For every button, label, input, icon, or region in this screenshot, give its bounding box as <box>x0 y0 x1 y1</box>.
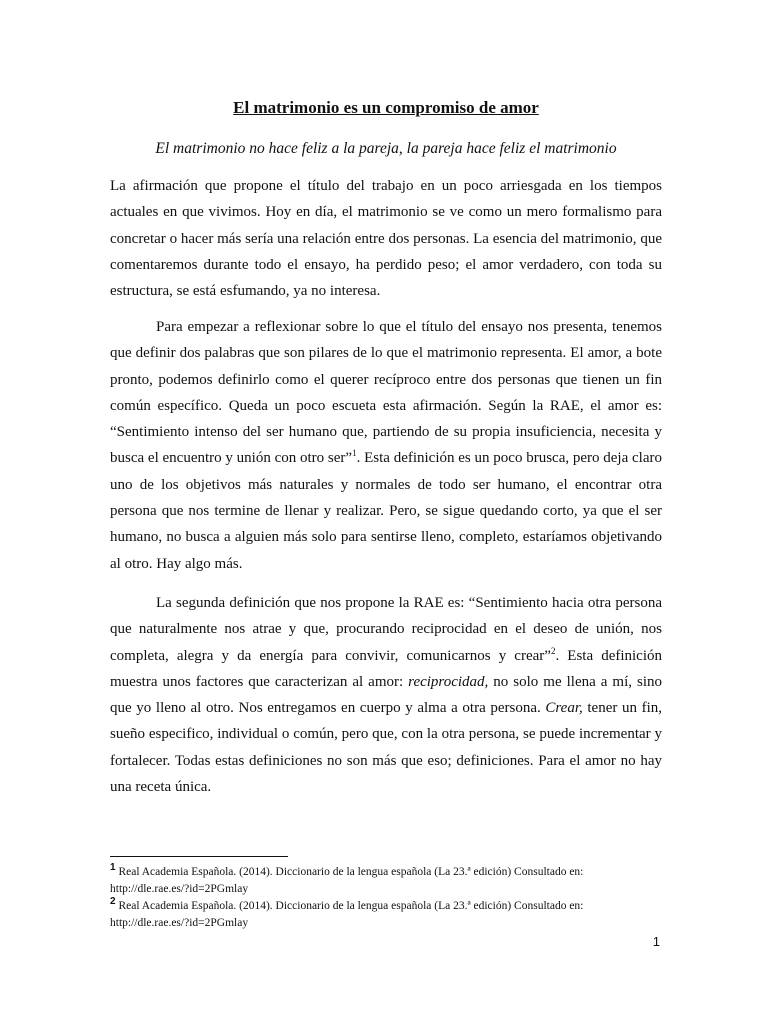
paragraph-1 <box>110 173 662 304</box>
emphasis-reciprocidad: reciprocidad, <box>408 673 489 690</box>
footnote-2-text: Real Academia Española. (2014). Diccionario de la lengua española (La 23.ª edición) Consultado en: http://dle.rae.es/?id=2PGmlay <box>110 900 584 929</box>
footnote-1-number: 1 <box>110 862 116 874</box>
footnote-ref-1[interactable]: 1 <box>352 448 357 459</box>
page-number: 1 <box>652 934 660 949</box>
paragraph-2-text-a: Para empezar a reflexionar sobre lo que el título del ensayo nos presenta, tenemos que definir dos palabras que son pilares de lo que el matrimonio representa. El amor, a bote pronto, podemos definirlo como el querer recíproco entre dos personas que tienen un fin común específico. Queda un poco escueta esta afirmación. Según la RAE, el amor es: “Sentimiento intenso del ser humano que, partiendo de su propia insuficiencia, necesita y busca el encuentro y unión con otro ser” <box>110 319 662 467</box>
footnote-1-text: Real Academia Española. (2014). Diccionario de la lengua española (La 23.ª edición) Consultado en: http://dle.rae.es/?id=2PGmlay <box>110 866 584 895</box>
footnote-separator <box>110 856 288 857</box>
footnotes <box>110 864 662 932</box>
emphasis-crear: Crear, <box>545 700 583 717</box>
document-title: El matrimonio es un compromiso de amor <box>233 98 539 117</box>
footnote-ref-2[interactable]: 2 <box>550 645 556 656</box>
footnote-2-number: 2 <box>110 896 116 908</box>
paragraph-3-text-b: . Esta definición muestra unos factores que caracterizan al amor: <box>110 647 663 690</box>
footnote-1 <box>110 864 662 898</box>
document-subtitle: El matrimonio no hace feliz a la pareja, la pareja hace feliz el matrimonio <box>155 140 617 157</box>
paragraph-3-text-d: tener un fin, sueño especifico, individual o común, pero que, con la otra persona, se puede incrementar y fortalecer. Todas estas definiciones no son más que eso; definiciones. Para el amor no hay una receta única. <box>110 700 662 796</box>
paragraph-2-text-b: . Esta definición es un poco brusca, pero deja claro uno de los objetivos más naturales y normales de todo ser humano, el encontrar otra persona que nos termine de llenar y realizar. Pero, se sigue quedando corto, ya que el ser humano, no busca a alguien más solo para sentirse lleno, completo, estaríamos objetivando al otro. Hay algo más. <box>110 450 663 572</box>
paragraph-1-text: La afirmación que propone el título del trabajo en un poco arriesgada en los tiempos actuales en que vivimos. Hoy en día, el matrimonio se ve como un mero formalismo para concretar o hacer más sería una relación entre dos personas. La esencia del matrimonio, que comentaremos durante todo el ensayo, ha perdido peso; el amor verdadero, con toda su estructura, se está esfumando, ya no interesa. <box>110 178 662 300</box>
paragraph-3-text-a: La segunda definición que nos propone la RAE es: “Sentimiento hacia otra persona que naturalmente nos atrae y que, procurando reciprocidad en el deseo de unión, nos completa, alegra y da energía para convivir, comunicarnos y crear” <box>110 595 662 664</box>
paragraph-3-text-c: no solo me llena a mí, sino que yo lleno al otro. Nos entregamos en cuerpo y alma a otra persona. <box>110 673 662 717</box>
paragraph-3 <box>110 590 662 800</box>
footnote-2 <box>110 898 662 932</box>
paragraph-2 <box>110 314 662 577</box>
